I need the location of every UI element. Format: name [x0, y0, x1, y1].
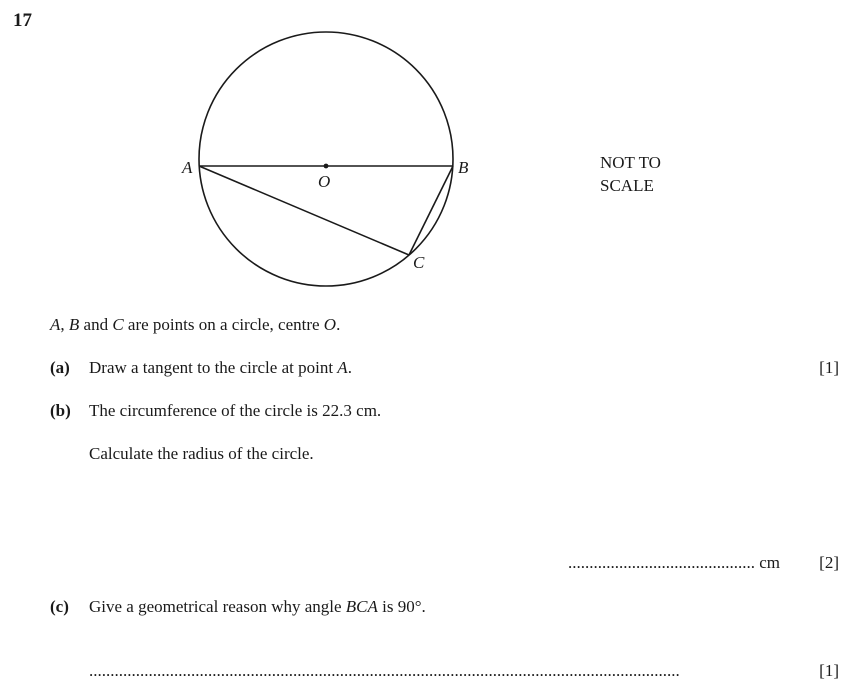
part-c-answer-dots[interactable]: ...........................................................................................................................................: [89, 661, 680, 680]
part-a-label: (a): [50, 358, 70, 377]
intro-text: [50, 314, 340, 336]
point-label-a: A: [182, 158, 193, 177]
part-b-marks: [2]: [819, 553, 839, 572]
intro-rest: are points on a circle, centre: [123, 315, 324, 334]
part-c-marks: [1]: [819, 661, 839, 680]
part-b-label: (b): [50, 401, 71, 420]
intro-and: and: [79, 315, 113, 334]
part-a-question: Draw a tangent to the circle at point: [89, 358, 338, 377]
intro-point-c: C: [112, 315, 124, 334]
part-a-point: A: [337, 358, 348, 377]
part-b-answer-dots[interactable]: ............................................: [568, 553, 755, 572]
part-b-instruction: Calculate the radius of the circle.: [89, 444, 314, 463]
part-c-label: (c): [50, 597, 69, 616]
point-label-c: C: [413, 253, 425, 272]
note-line-1: NOT TO: [600, 153, 661, 172]
centre-point: [324, 164, 329, 169]
note-line-2: SCALE: [600, 176, 654, 195]
part-c-question: Give a geometrical reason why angle: [89, 597, 346, 616]
part-c-answer-line[interactable]: [89, 660, 804, 682]
part-b-answer-line[interactable]: [568, 552, 780, 574]
point-label-b: B: [458, 158, 469, 177]
point-label-o: O: [318, 172, 331, 191]
intro-point-b: B: [68, 315, 80, 334]
part-a-end: .: [347, 358, 352, 377]
part-c-angle: BCA: [345, 597, 378, 616]
part-b-text: The circumference of the circle is 22.3 cm.: [89, 401, 382, 420]
part-c-question-end: is 90°.: [377, 597, 426, 616]
question-number: 17: [13, 10, 32, 31]
part-a-marks: [1]: [819, 358, 839, 377]
chord-bc: [409, 166, 453, 255]
not-to-scale-note: [600, 151, 661, 197]
part-c-text: [89, 596, 426, 618]
part-a-text: [89, 357, 352, 379]
circle-diagram: [0, 0, 853, 300]
intro-point-a: A: [50, 315, 61, 334]
intro-point-o: O: [323, 315, 337, 334]
circle: [199, 32, 453, 286]
intro-end: .: [336, 315, 341, 334]
part-b-answer-unit: cm: [759, 553, 781, 572]
intro-sep: ,: [60, 315, 69, 334]
